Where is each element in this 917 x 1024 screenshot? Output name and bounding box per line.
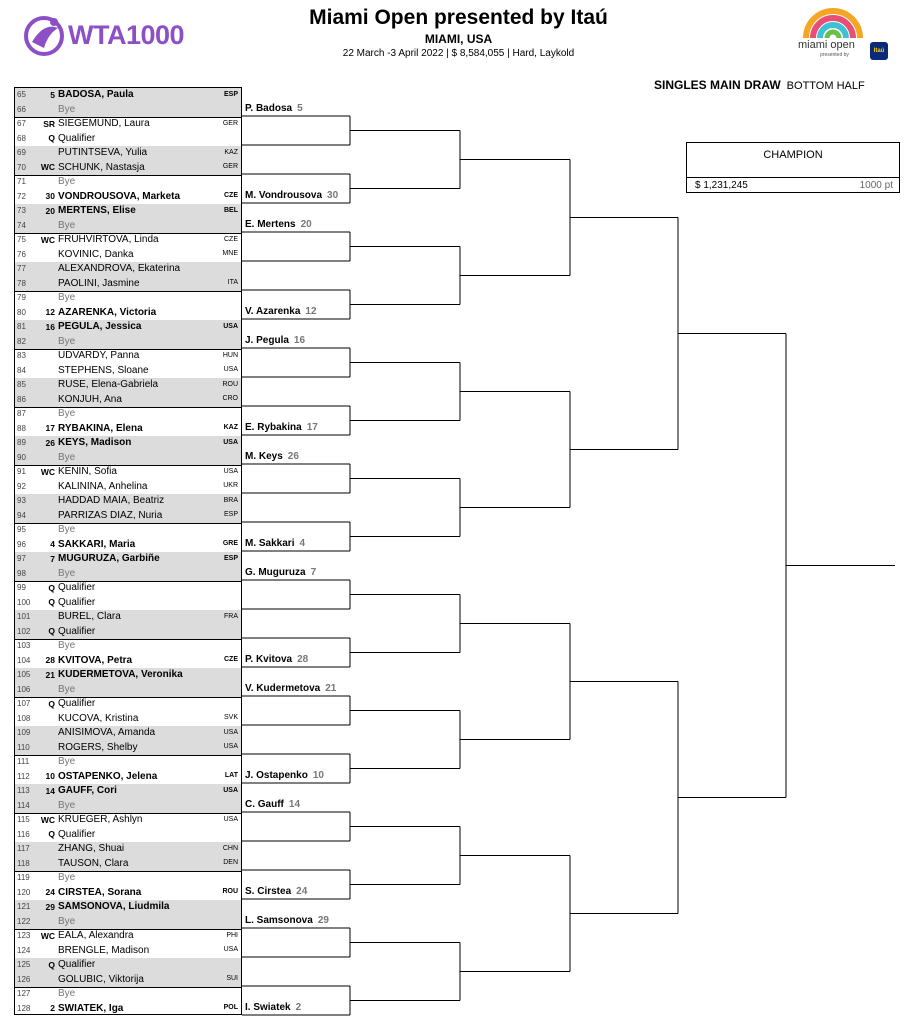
round-2-player-name: E. Rybakina	[245, 422, 302, 433]
player-nationality: KAZ	[224, 148, 238, 156]
entry-number: 68	[17, 133, 26, 143]
entry-seed: 14	[45, 785, 55, 796]
round-2-player	[245, 886, 307, 897]
round-2-player-seed: 20	[300, 219, 312, 230]
round-2-player-name: P. Badosa	[245, 103, 293, 114]
player-name: Bye	[58, 567, 76, 579]
entry-seed: WC	[40, 930, 55, 941]
entry-number: 96	[17, 539, 26, 549]
player-name: KUCOVA, Kristina	[58, 712, 139, 724]
entry-seed: Q	[48, 626, 55, 636]
round-2-player	[245, 538, 305, 549]
player-name: OSTAPENKO, Jelena	[58, 770, 158, 782]
player-name: EALA, Alexandra	[58, 930, 134, 941]
player-name: Bye	[58, 524, 76, 535]
entry-seed: WC	[40, 814, 55, 825]
player-nationality: HUN	[222, 351, 238, 359]
player-nationality: POL	[223, 1004, 238, 1011]
player-name: PAOLINI, Jasmine	[58, 277, 140, 289]
entry-number: 79	[17, 293, 26, 302]
player-nationality: CRO	[222, 395, 238, 402]
round-2-player-seed: 4	[299, 538, 306, 549]
entry-number: 69	[17, 148, 26, 157]
round-2-player	[245, 335, 305, 346]
player-name: KOVINIC, Danka	[58, 248, 134, 260]
player-name: ROGERS, Shelby	[58, 741, 138, 753]
entry-seed: 26	[45, 437, 55, 448]
entry-number: 127	[17, 989, 31, 998]
round-2-player-seed: 26	[287, 451, 299, 462]
player-nationality: ROU	[222, 380, 238, 388]
entry-number: 113	[17, 786, 30, 795]
player-name: KENIN, Sofia	[58, 466, 117, 477]
player-name: KRUEGER, Ashlyn	[58, 814, 143, 825]
player-name: STEPHENS, Sloane	[58, 364, 149, 376]
entry-number: 80	[17, 307, 26, 317]
entry-seed: SR	[43, 118, 55, 129]
champion-label: CHAMPION	[763, 149, 823, 161]
round-2-player	[245, 683, 336, 694]
player-nationality: GRE	[222, 540, 238, 547]
entry-number: 87	[17, 409, 26, 418]
player-nationality: SUI	[226, 975, 238, 982]
entry-number: 101	[17, 612, 31, 621]
entry-seed: 29	[45, 901, 55, 912]
entry-number: 105	[17, 670, 31, 679]
entry-seed: 21	[45, 669, 55, 680]
player-name: Bye	[58, 176, 76, 187]
player-nationality: GER	[222, 163, 238, 170]
player-name: PARRIZAS DIAZ, Nuria	[58, 509, 163, 521]
entry-number: 89	[17, 438, 26, 447]
player-nationality: USA	[223, 438, 238, 446]
entry-seed: 12	[45, 307, 55, 317]
player-name: PEGULA, Jessica	[58, 321, 142, 332]
entry-number: 91	[17, 467, 26, 476]
player-name: KONJUH, Ana	[58, 393, 122, 405]
itau-logo: Itaú	[870, 42, 888, 60]
entry-number: 108	[17, 713, 31, 723]
entry-number: 81	[17, 322, 26, 331]
player-nationality: LAT	[224, 772, 238, 779]
round-2-player-seed: 21	[325, 683, 337, 694]
player-name: Bye	[58, 872, 76, 883]
entry-number: 110	[17, 742, 30, 752]
entry-number: 72	[17, 191, 26, 201]
round-2-player	[245, 654, 308, 665]
player-name: Bye	[58, 756, 76, 767]
player-name: ZHANG, Shuai	[58, 843, 125, 854]
champion-prize: $ 1,231,245	[695, 180, 748, 191]
entry-number: 114	[17, 800, 30, 810]
champion-points: 1000 pt	[859, 180, 893, 191]
entry-number: 71	[17, 177, 26, 186]
entry-number: 70	[17, 162, 26, 172]
entry-number: 83	[17, 351, 26, 360]
entry-number: 74	[17, 220, 26, 230]
entry-number: 73	[17, 206, 26, 215]
player-nationality: CZE	[224, 235, 238, 243]
player-nationality: ITA	[227, 279, 238, 286]
round-2-player-name: M. Keys	[245, 451, 283, 462]
entry-seed: Q	[48, 597, 55, 607]
entry-number: 109	[17, 728, 31, 737]
player-name: SIEGEMUND, Laura	[58, 118, 150, 129]
wta-logo-text: WTA1000	[68, 20, 185, 50]
player-name: Bye	[58, 451, 76, 463]
entry-number: 86	[17, 394, 26, 404]
entry-seed: 16	[45, 321, 55, 332]
entry-number: 103	[17, 641, 31, 650]
player-nationality: ROU	[222, 888, 238, 895]
player-name: PUTINTSEVA, Yulia	[58, 147, 148, 158]
player-name: SAMSONOVA, Liudmila	[58, 901, 170, 912]
entry-number: 95	[17, 525, 26, 534]
entry-seed: Q	[48, 959, 55, 970]
player-nationality: BEL	[224, 206, 238, 214]
player-name: BRENGLE, Madison	[58, 944, 150, 956]
player-nationality: GER	[222, 119, 238, 127]
player-name: ALEXANDROVA, Ekaterina	[58, 263, 181, 274]
player-nationality: CHN	[222, 844, 238, 852]
player-nationality: MNE	[222, 250, 238, 257]
entry-seed: WC	[40, 466, 55, 477]
entry-number: 76	[17, 249, 26, 259]
player-name: SCHUNK, Nastasja	[58, 161, 145, 173]
entry-number: 85	[17, 380, 26, 389]
round-2-player-seed: 7	[310, 567, 317, 578]
round-2-player-seed: 28	[297, 654, 309, 665]
entry-number: 124	[17, 945, 31, 955]
presented-by-text: presented by	[820, 52, 849, 58]
player-name: MUGURUZA, Garbiñe	[58, 553, 160, 564]
round-2-player-seed: 12	[305, 306, 317, 317]
entry-number: 118	[17, 858, 30, 868]
round-2-player	[245, 422, 318, 433]
round-2-player-seed: 5	[297, 103, 303, 114]
player-name: GAUFF, Cori	[58, 785, 117, 796]
player-nationality: ESP	[223, 90, 238, 98]
entry-seed: WC	[40, 234, 55, 245]
entry-number: 125	[17, 960, 31, 969]
player-nationality: SVK	[223, 714, 238, 721]
entry-seed: Q	[48, 698, 55, 709]
player-name: Bye	[58, 292, 76, 303]
entry-number: 122	[17, 916, 31, 926]
round-2-player	[245, 219, 312, 230]
player-name: SWIATEK, Iga	[58, 1002, 124, 1014]
player-name: Bye	[58, 408, 76, 419]
player-name: Qualifier	[58, 596, 96, 608]
player-name: Bye	[58, 335, 76, 347]
player-name: KEYS, Madison	[58, 437, 132, 448]
round-2-player	[245, 451, 299, 462]
player-name: Bye	[58, 683, 76, 695]
entry-seed: Q	[48, 829, 55, 839]
round-2-player-seed: 14	[288, 799, 301, 810]
round-2-player-seed: 2	[295, 1002, 302, 1013]
player-nationality: USA	[223, 786, 238, 794]
player-nationality: USA	[223, 366, 238, 373]
round-2-player-name: V. Kudermetova	[245, 683, 321, 694]
entry-number: 111	[17, 757, 30, 766]
round-2-player-name: V. Azarenka	[245, 306, 301, 317]
round-2-player-name: M. Vondrousova	[245, 190, 323, 201]
entry-number: 128	[17, 1003, 31, 1013]
round-2-player	[245, 770, 324, 781]
player-nationality: CZE	[224, 192, 238, 199]
entry-number: 84	[17, 365, 26, 375]
entry-seed: 30	[45, 191, 55, 201]
player-nationality: USA	[223, 946, 238, 953]
entry-number: 115	[17, 815, 30, 824]
player-nationality: ESP	[223, 511, 238, 518]
entry-number: 112	[17, 771, 30, 781]
round-2-player-seed: 30	[327, 190, 339, 201]
entry-number: 123	[17, 931, 31, 940]
player-name: Qualifier	[58, 625, 96, 637]
entry-number: 82	[17, 336, 26, 346]
entry-number: 90	[17, 452, 26, 462]
entry-number: 93	[17, 496, 26, 505]
player-nationality: FRA	[224, 612, 238, 620]
player-name: BUREL, Clara	[58, 611, 121, 622]
player-name: CIRSTEA, Sorana	[58, 886, 142, 898]
entry-seed: Q	[48, 133, 55, 143]
round-2-player-seed: 16	[293, 335, 306, 346]
player-name: AZARENKA, Victoria	[58, 306, 157, 318]
entry-seed: 4	[50, 539, 55, 549]
round-2-player-name: G. Muguruza	[245, 567, 306, 578]
entry-seed: 20	[45, 205, 55, 216]
entry-seed: 24	[45, 887, 55, 897]
player-name: RUSE, Elena-Gabriela	[58, 379, 159, 390]
entry-number: 94	[17, 510, 26, 520]
round-2-player-seed: 29	[317, 915, 329, 926]
entry-seed: 17	[45, 423, 55, 433]
round-2-player	[245, 103, 303, 114]
entry-number: 92	[17, 481, 26, 491]
player-name: GOLUBIC, Viktorija	[58, 973, 144, 985]
player-name: KALININA, Anhelina	[58, 480, 148, 492]
player-nationality: KAZ	[223, 424, 238, 431]
player-name: RYBAKINA, Elena	[58, 422, 143, 434]
player-name: Bye	[58, 103, 76, 115]
draw-half-text: BOTTOM HALF	[786, 80, 865, 92]
player-name: HADDAD MAIA, Beatriz	[58, 495, 165, 506]
entry-number: 119	[17, 873, 30, 882]
player-nationality: USA	[223, 728, 238, 736]
entry-number: 78	[17, 278, 26, 288]
player-name: Qualifier	[58, 828, 96, 840]
draw-title-text: SINGLES MAIN DRAW	[654, 78, 781, 92]
entry-number: 98	[17, 568, 26, 578]
player-nationality: USA	[223, 322, 238, 330]
round-2-player-name: I. Swiatek	[245, 1002, 291, 1013]
round-2-player	[245, 190, 338, 201]
entry-seed: 2	[50, 1003, 55, 1013]
round-2-player-name: C. Gauff	[245, 799, 284, 810]
entry-number: 107	[17, 699, 31, 708]
player-name: Bye	[58, 799, 76, 811]
player-nationality: USA	[223, 467, 238, 475]
entry-number: 121	[17, 902, 31, 911]
entry-number: 116	[17, 829, 30, 839]
round-2-player	[245, 306, 317, 317]
entry-number: 99	[17, 583, 26, 592]
round-2-player	[245, 799, 300, 810]
player-nationality: PHI	[226, 931, 238, 939]
round-2-player-seed: 17	[306, 422, 318, 433]
entry-number: 67	[17, 119, 26, 128]
entry-number: 120	[17, 887, 31, 897]
player-name: ANISIMOVA, Amanda	[58, 727, 156, 738]
player-name: SAKKARI, Maria	[58, 538, 136, 550]
tournament-info: 22 March -3 April 2022 | $ 8,584,055 | Hard, Laykold	[342, 48, 575, 59]
player-name: KVITOVA, Petra	[58, 654, 133, 666]
entry-number: 88	[17, 423, 26, 433]
round-2-player	[245, 915, 329, 926]
entry-seed: 5	[50, 89, 55, 100]
entry-seed: 28	[45, 655, 55, 665]
entry-number: 65	[17, 90, 26, 99]
player-nationality: UKR	[223, 482, 238, 489]
round-2-player-name: E. Mertens	[245, 219, 296, 230]
entry-number: 97	[17, 554, 26, 563]
player-name: Qualifier	[58, 959, 96, 970]
player-name: MERTENS, Elise	[58, 205, 136, 216]
entry-seed: WC	[40, 162, 55, 172]
player-nationality: ESP	[223, 554, 238, 562]
entry-number: 117	[17, 844, 30, 853]
entry-number: 77	[17, 264, 26, 273]
round-2-player-name: M. Sakkari	[245, 538, 295, 549]
entry-number: 102	[17, 626, 31, 636]
tournament-location: MIAMI, USA	[424, 32, 493, 46]
entry-number: 75	[17, 235, 26, 244]
player-nationality: BRA	[223, 496, 238, 504]
round-2-player-name: L. Samsonova	[245, 915, 313, 926]
round-2-player-name: J. Pegula	[245, 335, 289, 346]
entry-seed: Q	[48, 582, 55, 593]
round-2-player-name: J. Ostapenko	[245, 770, 308, 781]
player-name: Qualifier	[58, 132, 96, 144]
player-nationality: USA	[223, 743, 238, 750]
player-name: Bye	[58, 988, 76, 999]
player-name: UDVARDY, Panna	[58, 350, 140, 361]
player-name: Bye	[58, 915, 76, 927]
player-name: BADOSA, Paula	[58, 89, 134, 100]
player-nationality: USA	[223, 815, 238, 823]
entry-number: 104	[17, 655, 31, 665]
player-nationality: DEN	[223, 859, 238, 866]
tournament-title: Miami Open presented by Itaú	[309, 6, 608, 29]
player-nationality: CZE	[224, 656, 238, 663]
entry-seed: 7	[50, 553, 55, 564]
player-name: KUDERMETOVA, Veronika	[58, 669, 183, 680]
entry-number: 126	[17, 974, 31, 984]
player-name: Qualifier	[58, 698, 96, 709]
player-name: TAUSON, Clara	[58, 857, 129, 869]
round-2-player	[245, 567, 316, 578]
round-2-player-seed: 10	[312, 770, 324, 781]
miami-open-text: miami open	[798, 39, 855, 51]
entry-number: 106	[17, 684, 31, 694]
player-name: VONDROUSOVA, Marketa	[58, 190, 181, 202]
entry-seed: 10	[45, 771, 55, 781]
player-name: Bye	[58, 640, 76, 651]
player-name: Qualifier	[58, 582, 96, 593]
round-2-player-seed: 24	[296, 886, 308, 897]
entry-number: 66	[17, 104, 26, 114]
round-2-player	[245, 1002, 301, 1013]
round-2-player-name: S. Cirstea	[245, 886, 292, 897]
round-2-player-name: P. Kvitova	[245, 654, 293, 665]
player-name: Bye	[58, 219, 76, 231]
entry-number: 100	[17, 597, 31, 607]
player-name: FRUHVIRTOVA, Linda	[58, 234, 159, 245]
